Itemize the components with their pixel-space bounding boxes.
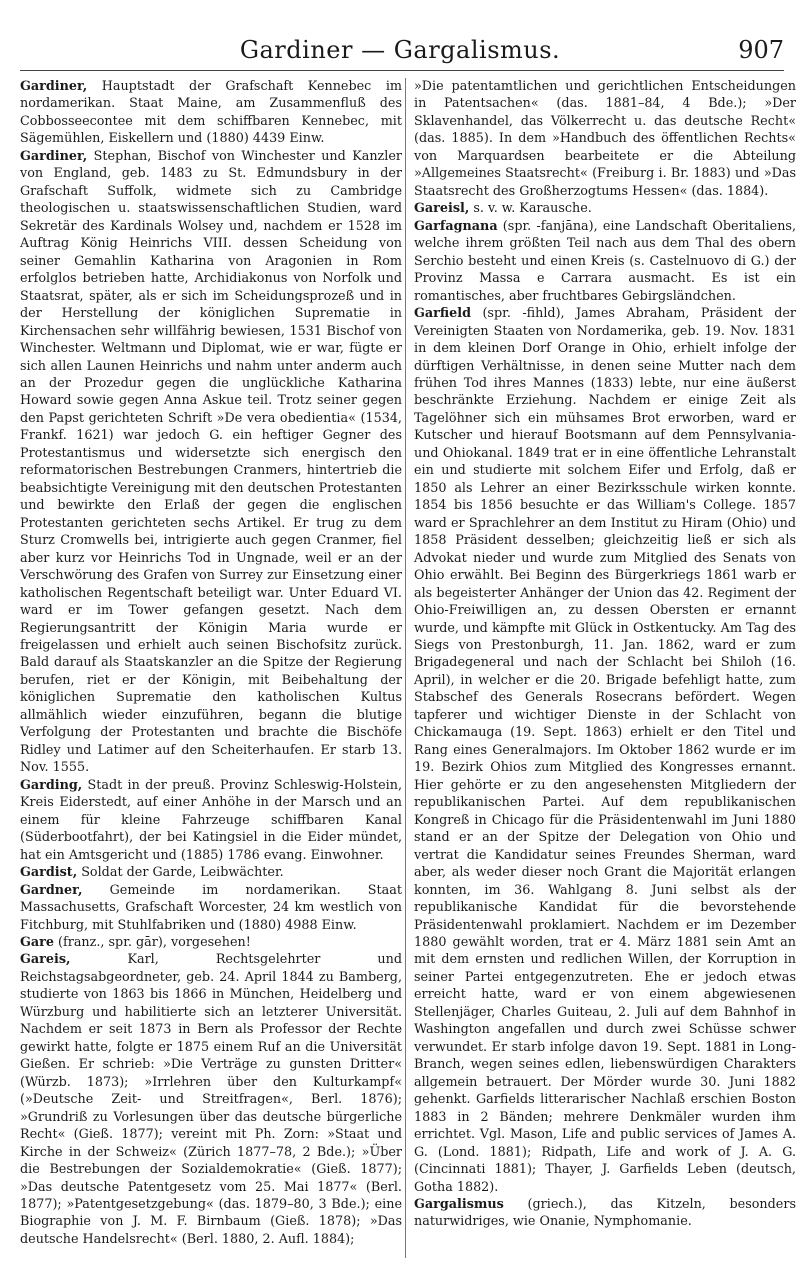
page-header [0, 30, 800, 70]
dictionary-entry [414, 200, 796, 217]
entry-text: Stadt in der preuß. Provinz Schleswig-Holstein, Kreis Eiderstedt, auf einer Anhöhe in der Marsch und an einem für kleine Fahrzeuge schiffbaren Kanal (Süderbootfahrt), der bei Katingsiel in die Eider mündet, hat ein Amtsgericht und (1885) 1786 evang. Einwohner. [20, 777, 402, 863]
dictionary-entry [20, 951, 402, 1248]
entry-text: Soldat der Garde, Leibwächter. [77, 865, 284, 881]
entry-text: (spr. -fanjāna), eine Landschaft Oberitaliens, welche ihrem größten Teil nach aus dem Thal des obern Serchio besteht und einen Kreis (s. Castelnuovo di G.) der Provinz Massa e Carrara ausmacht. Es ist ein romantisches, aber fruchtbares Gebirgsländchen. [414, 218, 796, 304]
right-column [414, 78, 796, 1231]
entry-headword: Gardiner, [20, 79, 88, 94]
entry-headword: Gardner, [20, 882, 83, 898]
entry-text: (griech.), das Kitzeln, besonders naturwidriges, wie Onanie, Nymphomanie. [414, 1197, 796, 1230]
entry-text: Gemeinde im nordamerikan. Staat Massachusetts, Grafschaft Worcester, 24 km westlich von Fitchburg, mit Stuhlfabriken und (1880) 4988 Einw. [20, 882, 402, 933]
entry-text: s. v. w. Karausche. [469, 201, 592, 217]
entry-headword: Garfagnana [414, 218, 498, 234]
entry-headword: Garfield [414, 306, 472, 322]
header-rule [20, 70, 784, 71]
running-title: Gardiner — Gargalismus. [239, 36, 561, 64]
entry-headword: Gardist, [20, 865, 78, 881]
entry-headword: Gareis, [20, 952, 71, 968]
entry-text: Karl, Rechtsgelehrter und Reichstagsabgeordneter, geb. 24. April 1844 zu Bamberg, studierte von 1863 bis 1866 in München, Heidelberg und Würzburg und habilitierte sich an letzterer Universität. Nachdem er seit 1873 in Bern als Professor der Rechte gewirkt hatte, folgte er 1875 einem Ruf an die Universität Gießen. Er schrieb: »Die Verträge zu gunsten Dritter« (Würzb. 1873); »Irrlehren über den Kulturkampf« (»Deutsche Zeit- und Streitfragen«, Berl. 1876); »Grundriß zu Vorlesungen über das deutsche bürgerliche Recht« (Gieß. 1877); vereint mit Ph. Zorn: »Staat und Kirche in der Schweiz« (Zürich 1877–78, 2 Bde.); »Über die Bestrebungen der Sozialdemokratie« (Gieß. 1877); »Das deutsche Patentgesetz vom 25. Mai 1877« (Berl. 1877); »Patentgesetzgebung« (das. 1879–80, 3 Bde.); eine Biographie von J. M. F. Birnbaum (Gieß. 1878); »Das deutsche Handelsrecht« (Berl. 1880, 2. Aufl. 1884); [20, 952, 402, 1247]
column-divider [405, 78, 406, 1258]
entry-headword: Gardiner, [20, 148, 88, 164]
entry-text: (spr. -fihld), James Abraham, Präsident der Vereinigten Staaten von Nordamerika, geb. 19. Nov. 1831 in dem kleinen Dorf Orange in Ohio, erhielt infolge der dürftigen Verhältnisse, in denen seine Mutter nach dem frühen Tod ihres Mannes (1833) lebte, nur eine äußerst beschränkte Erziehung. Nachdem er einige Zeit als Tagelöhner sich ein mühsames Brot erworben, ward er Kutscher und hierauf Bootsmann auf dem Pennsylvania- und Ohiokanal. 1849 trat er in eine öffentliche Lehranstalt ein und studierte mit solchem Eifer und Erfolg, daß er 1850 als Lehrer an einer Bezirksschule wirken konnte. 1854 bis 1856 besuchte er das William's College. 1857 ward er Sprachlehrer an dem Institut zu Hiram (Ohio) und 1858 Präsident desselben; gleichzeitig ließ er sich als Advokat nieder und wurde zum Mitglied des Senats von Ohio erwählt. Bei Beginn des Bürgerkriegs 1861 warb er als begeisterter Anhänger der Union das 42. Regiment der Ohio-Freiwilligen an, zu dessen Obersten er ernannt wurde, und kämpfte mit Glück in Ostkentucky. Am Tag des Siegs von Prestonburgh, 11. Jan. 1862, ward er zum Brigadegeneral und nach der Schlacht bei Shiloh (16. April), in welcher er die 20. Brigade befehligt hatte, zum Stabschef des Generals Rosecrans befördert. Wegen tapferer und wichtiger Dienste in der Schlacht von Chickamauga (19. Sept. 1863) erhielt er den Titel und Rang eines Generalmajors. Im Oktober 1862 wurde er im 19. Bezirk Ohios zum Mitglied des Kongresses ernannt. Hier gehörte er zu den angesehensten Mitgliedern der republikanischen Partei. Auf dem republikanischen Kongreß in Chicago für die Präsidentenwahl im Juni 1880 stand er an der Spitze der Delegation von Ohio und vertrat die Kandidatur seines Freundes Sherman, ward aber, als weder dieser noch Grant die Majorität erlangen konnten, im 36. Wahlgang 8. Juni selbst als der republikanische Kandidat für die bevorstehende Präsidentenwahl proklamiert. Nachdem er im Dezember 1880 gewählt worden, trat er 4. März 1881 sein Amt an mit dem ernsten und redlichen Willen, der Korruption in seiner Partei entgegenzutreten. Ehe er jedoch etwas erreicht hatte, ward er von einem abgewiesenen Stellenjäger, Charles Guiteau, 2. Juli auf dem Bahnhof in Washington angefallen und durch zwei Schüsse schwer verwundet. Er starb infolge davon 19. Sept. 1881 in Long-Branch, wegen seines edlen, liebenswürdigen Charakters allgemein betrauert. Der Mörder wurde 30. Juni 1882 gehenkt. Garfields litterarischer Nachlaß erschien Boston 1883 in 2 Bänden; mehrere Denkmäler wurden ihm errichtet. Vgl. Mason, Life and public services of James A. G. (Lond. 1881); Ridpath, Life and work of J. A. G. (Cincinnati 1881); Thayer, J. Garfields Leben (deutsch, Gotha 1882). [414, 306, 796, 1195]
dictionary-entry [414, 305, 796, 1196]
entry-text: Stephan, Bischof von Winchester und Kanzler von England, geb. 1483 zu St. Edmundsbury in der Grafschaft Suffolk, widmete sich zu Cambridge theologischen u. staatswissenschaftlichen Studien, ward Sekretär des Kardinals Wolsey und, nachdem er 1528 im Auftrag König Heinrichs VIII. dessen Scheidung von seiner Gemahlin Katharina von Aragonien in Rom erfolglos betrieben hatte, Archidiakonus von Norfolk und Staatsrat, später, als er sich im Scheidungsprozeß und in der Herstellung der königlichen Suprematie in Kirchensachen sehr willfährig bewiesen, 1531 Bischof von Winchester. Weltmann und Diplomat, wie er war, fügte er sich allen Launen Heinrichs und nahm unter anderm auch an der Prozedur gegen die unglückliche Katharina Howard sowie gegen Anna Askue teil. Trotz seiner gegen den Papst gerichteten Schrift »De vera obedientia« (1534, Frankf. 1621) war jedoch G. ein heftiger Gegner des Protestantismus und widersetzte sich energisch den reformatorischen Bestrebungen Cranmers, hintertrieb die beabsichtigte Vereinigung mit den deutschen Protestanten und bewirkte den Erlaß der gegen die englischen Protestanten gerichteten sechs Artikel. Er trug zu dem Sturz Cromwells bei, intrigierte auch gegen Cranmer, fiel aber kurz vor Heinrichs Tod in Ungnade, weil er an der Verschwörung des Grafen von Surrey zur Einsetzung einer katholischen Regentschaft beteiligt war. Unter Eduard VI. ward er im Tower gefangen gesetzt. Nach dem Regierungsantritt der Königin Maria wurde er freigelassen und erhielt auch seinen Bischofsitz zurück. Bald darauf als Staatskanzler an die Spitze der Regierung berufen, riet er der Königin, mit Beibehaltung der königlichen Suprematie den katholischen Kultus allmählich wieder einzuführen, begann die blutige Verfolgung der Protestanten und brachte die Bischöfe Ridley und Latimer auf den Scheiterhaufen. Er starb 13. Nov. 1555. [20, 148, 402, 776]
dictionary-entry [20, 777, 402, 864]
entry-text: (franz., spr. gār), vorgesehen! [53, 934, 251, 950]
dictionary-entry [20, 864, 402, 881]
dictionary-entry [414, 1196, 796, 1231]
entry-headword: Gare [20, 934, 54, 950]
entry-headword: Garding, [20, 777, 83, 793]
page-number: 907 [738, 36, 784, 64]
dictionary-entry [414, 78, 796, 200]
dictionary-entry [20, 882, 402, 934]
left-column [20, 78, 402, 1248]
dictionary-entry [20, 148, 402, 777]
entry-text: »Die patentamtlichen und gerichtlichen Entscheidungen in Patentsachen« (das. 1881–84, 4 Bde.); »Der Sklavenhandel, das Völkerrecht u. das deutsche Recht« (das. 1885). In dem »Handbuch des öffentlichen Rechts« von Marquardsen bearbeitete er die Abteilung »Allgemeines Staatsrecht« (Freiburg i. Br. 1883) und »Das Staatsrecht des Großherzogtums Hessen« (das. 1884). [414, 79, 796, 199]
entry-headword: Gareisl, [414, 201, 470, 217]
dictionary-entry [20, 934, 402, 951]
entry-headword: Gargalismus [414, 1197, 504, 1212]
entry-text: Hauptstadt der Grafschaft Kennebec im nordamerikan. Staat Maine, am Zusammenfluß des Cobbosseecontee mit dem schiffbaren Kennebec, mit Sägemühlen, Eiskellern und (1880) 4439 Einw. [20, 79, 402, 147]
dictionary-entry [20, 78, 402, 148]
dictionary-entry [414, 218, 796, 305]
